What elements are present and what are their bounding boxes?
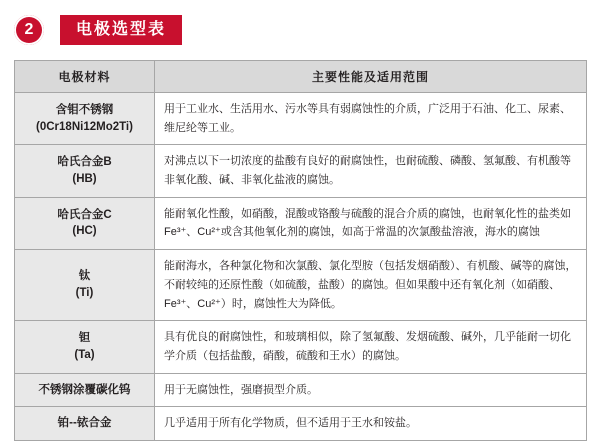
cell-description: 具有优良的耐腐蚀性，和玻璃相似，除了氢氟酸、发烟硫酸、碱外，几乎能耐一切化学介质（包括盐酸，硝酸，硫酸和王水）的腐蚀。 (155, 321, 587, 373)
document-header (14, 12, 586, 48)
table-row (15, 321, 587, 373)
material-line: 钛 (78, 270, 91, 283)
cell-material (15, 373, 155, 407)
column-header-material: 电极材料 (15, 61, 155, 93)
cell-description: 用于无腐蚀性，强磨损型介质。 (155, 373, 587, 407)
table-row (15, 93, 587, 145)
material-line: 不锈钢涂覆碳化钨 (38, 383, 131, 396)
table-header-row (15, 61, 587, 93)
material-line: 含钼不锈钢 (55, 104, 114, 117)
table-row (15, 373, 587, 407)
material-line: 哈氏合金C (57, 208, 112, 221)
page-title: 电极选型表 (60, 15, 182, 45)
table-row (15, 250, 587, 321)
material-line: (HC) (72, 225, 97, 238)
material-line: (Ta) (74, 348, 95, 361)
cell-description: 能耐海水，各种氯化物和次氯酸、氯化型胺（包括发烟硝酸）、有机酸、碱等的腐蚀，不耐较纯的还原性酸（如硫酸，盐酸）的腐蚀。但如果酸中还有氧化剂（如硝酸、Fe³⁺、Cu²⁺）时，腐蚀性大为降低。 (155, 250, 587, 321)
cell-description: 几乎适用于所有化学物质，但不适用于王水和铵盐。 (155, 407, 587, 441)
table-row (15, 407, 587, 441)
cell-description: 能耐氧化性酸，如硝酸，混酸或铬酸与硫酸的混合介质的腐蚀，也耐氧化性的盐类如Fe³⁺、Cu²⁺或含其他氧化剂的腐蚀，如高于常温的次氯酸盐溶液，海水的腐蚀 (155, 197, 587, 249)
cell-description: 用于工业水、生活用水、污水等具有弱腐蚀性的介质，广泛用于石油、化工、尿素、维尼纶等工业。 (155, 93, 587, 145)
material-line: 哈氏合金B (57, 156, 112, 169)
cell-material (15, 197, 155, 249)
cell-material (15, 321, 155, 373)
material-line: 钽 (78, 332, 91, 345)
column-header-description: 主要性能及适用范围 (155, 61, 587, 93)
cell-material (15, 407, 155, 441)
material-line: (Ti) (75, 287, 94, 300)
cell-description: 对沸点以下一切浓度的盐酸有良好的耐腐蚀性，也耐硫酸、磷酸、氢氟酸、有机酸等非氧化酸、碱、非氧化盐液的腐蚀。 (155, 145, 587, 197)
cell-material (15, 250, 155, 321)
section-number-badge: 2 (14, 15, 44, 45)
cell-material (15, 145, 155, 197)
material-line: (HB) (72, 173, 97, 186)
material-line: (0Cr18Ni12Mo2Ti) (36, 120, 133, 133)
table-body (15, 93, 587, 441)
table-row (15, 197, 587, 249)
table-row (15, 145, 587, 197)
cell-material (15, 93, 155, 145)
material-line: 铂--铱合金 (57, 417, 112, 430)
electrode-selection-table (14, 60, 587, 441)
